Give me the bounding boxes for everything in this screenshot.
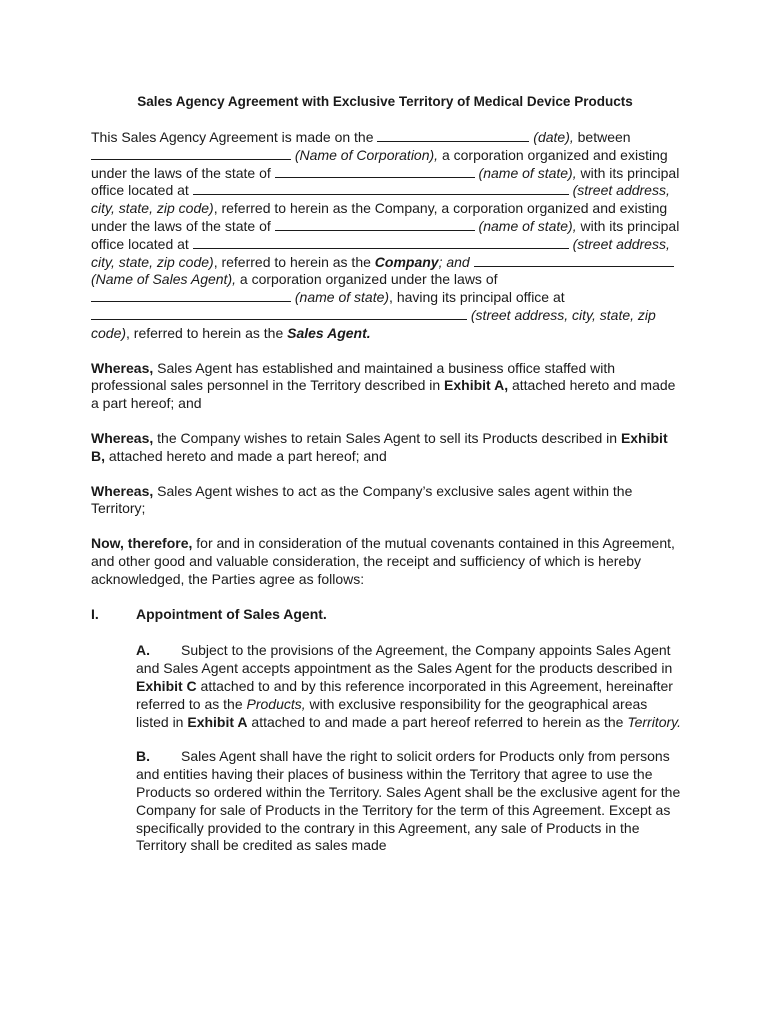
subsection-label: B. bbox=[136, 748, 150, 765]
whereas-paragraph-1 bbox=[91, 360, 681, 413]
defined-term: Products, bbox=[246, 695, 306, 712]
intro-paragraph bbox=[91, 129, 681, 343]
whereas-paragraph-3 bbox=[91, 483, 681, 519]
sales-agent-name-blank bbox=[474, 254, 674, 267]
intro-text: , having its principal office at bbox=[389, 289, 565, 306]
section-heading bbox=[91, 606, 681, 624]
exhibit-reference: Exhibit A, bbox=[444, 377, 509, 394]
whereas-text: attached hereto and made a part hereof; and bbox=[105, 447, 387, 464]
exhibit-reference: Exhibit C bbox=[136, 677, 197, 694]
intro-text: with its principal office located at bbox=[91, 164, 680, 199]
now-therefore-text: for and in consideration of the mutual covenants contained in this Agreement, and other good and valuable consideration, the receipt and sufficiency of which is hereby acknowledged, the Parties agree as follows: bbox=[91, 535, 675, 587]
state-blank-3 bbox=[91, 289, 291, 302]
corporation-name-blank bbox=[91, 147, 291, 160]
state-hint-1: (name of state), bbox=[474, 164, 577, 181]
date-blank bbox=[377, 129, 529, 142]
sales-agent-term: Sales Agent. bbox=[287, 324, 371, 341]
sales-agent-name-hint: (Name of Sales Agent), bbox=[91, 271, 236, 288]
address-blank-1 bbox=[193, 182, 569, 195]
subsection-text: Subject to the provisions of the Agreement, the Company appoints Sales Agent and Sales Agent accepts appointment as the Sales Agent for the products described in bbox=[136, 642, 673, 677]
company-term: Company bbox=[374, 253, 439, 270]
intro-text: with its principal office located at bbox=[91, 217, 680, 252]
section-number: I. bbox=[91, 605, 99, 622]
state-hint-2: (name of state), bbox=[474, 217, 577, 234]
subsection-text: Sales Agent shall have the right to solicit orders for Products only from persons and entities having their places of business within the Territory that agree to use the Products so ordered within the Territory. Sales Agent shall be the exclusive agent for the Company for sale of Products in the Territory for the term of this Agreement. Except as specifically provided to the contrary in this Agreement, any sale of Products in the Territory shall be credited as sales made bbox=[136, 748, 681, 854]
address-blank-2 bbox=[193, 236, 569, 249]
exhibit-reference: Exhibit A bbox=[187, 713, 248, 730]
now-therefore-lead: Now, therefore, bbox=[91, 535, 193, 552]
whereas-text: Sales Agent wishes to act as the Company’s exclusive sales agent within the Territory; bbox=[91, 482, 633, 517]
intro-text: This Sales Agency Agreement is made on the bbox=[91, 129, 378, 145]
state-hint-3: (name of state) bbox=[291, 289, 390, 306]
corporation-name-hint: (Name of Corporation), bbox=[291, 146, 439, 163]
subsection-a bbox=[136, 642, 681, 731]
exhibit-reference: Exhibit B, bbox=[91, 429, 668, 464]
subsection-label: A. bbox=[136, 642, 150, 659]
whereas-text: attached hereto and made a part hereof; and bbox=[91, 377, 676, 412]
document-title: Sales Agency Agreement with Exclusive Territory of Medical Device Products bbox=[137, 94, 633, 109]
address-blank-3 bbox=[91, 307, 467, 320]
intro-text: , referred to herein as the Company, a corporation organized and existing under the laws of the state of bbox=[91, 200, 668, 234]
state-blank-2 bbox=[275, 218, 475, 231]
whereas-paragraph-2 bbox=[91, 430, 681, 466]
address-hint-3: (street address, city, state, zip code) bbox=[91, 306, 656, 341]
subsection-text: attached to and by this reference incorporated in this Agreement, hereinafter referred to as the bbox=[136, 677, 673, 712]
intro-text: a corporation organized and existing under the laws of the state of bbox=[91, 146, 668, 181]
intro-text: a corporation organized under the laws of bbox=[236, 271, 498, 288]
intro-text: , referred to herein as the bbox=[213, 253, 375, 270]
subsection-b bbox=[136, 748, 681, 855]
state-blank-1 bbox=[275, 165, 475, 178]
section-title: Appointment of Sales Agent. bbox=[136, 605, 327, 622]
now-therefore-paragraph bbox=[91, 535, 681, 588]
whereas-lead: Whereas, bbox=[91, 429, 154, 446]
whereas-text: Sales Agent has established and maintained a business office staffed with professional sales personnel in the Territory described in bbox=[91, 359, 616, 394]
defined-term: Territory. bbox=[627, 713, 682, 730]
subsection-text: with exclusive responsibility for the geographical areas listed in bbox=[136, 695, 648, 730]
subsection-text: attached to and made a part hereof referred to herein as the bbox=[247, 713, 628, 730]
intro-text: ; and bbox=[438, 253, 474, 270]
whereas-lead: Whereas, bbox=[91, 359, 154, 376]
whereas-lead: Whereas, bbox=[91, 482, 154, 499]
intro-text: , referred to herein as the bbox=[126, 324, 288, 341]
intro-text: between bbox=[573, 129, 631, 145]
whereas-text: the Company wishes to retain Sales Agent to sell its Products described in bbox=[153, 429, 621, 446]
document-body bbox=[91, 129, 681, 872]
date-hint: (date), bbox=[533, 129, 574, 145]
address-hint-1: (street address, city, state, zip code) bbox=[91, 182, 670, 217]
address-hint-2: (street address, city, state, zip code) bbox=[91, 235, 670, 270]
